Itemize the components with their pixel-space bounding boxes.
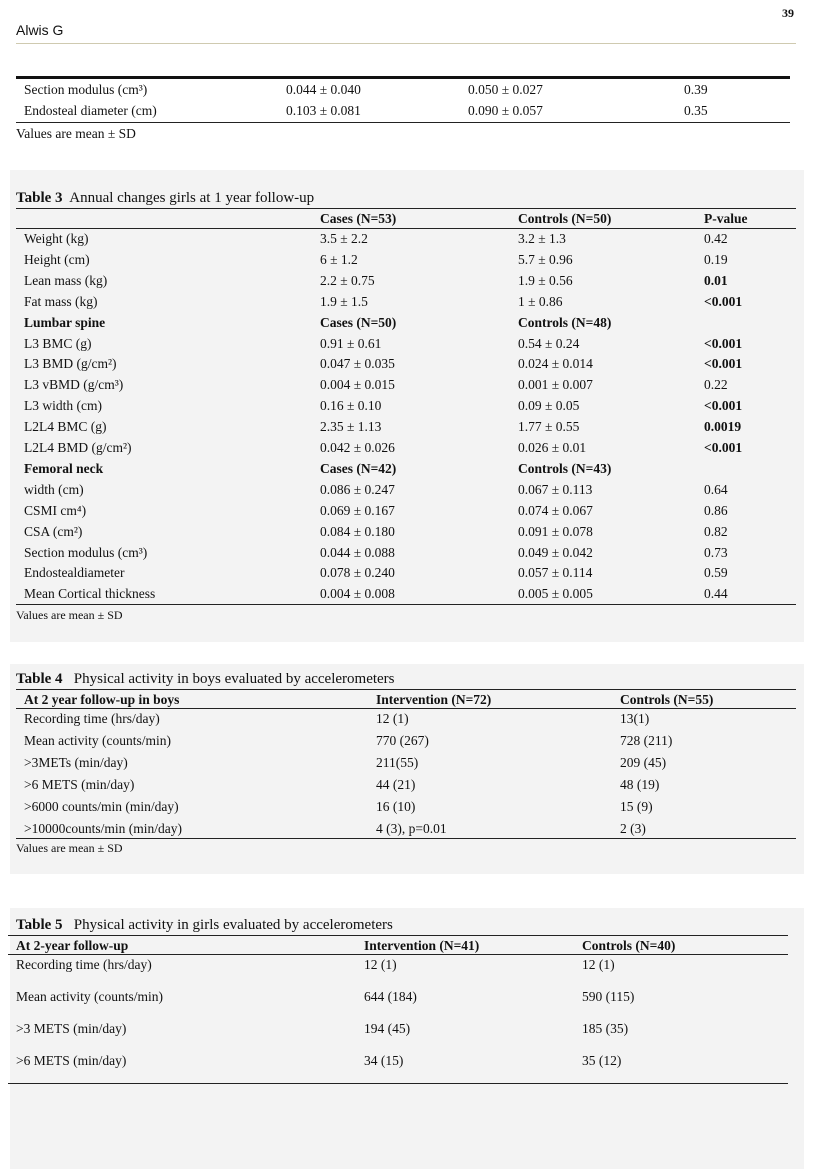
cases-value: 0.042 ± 0.026 <box>320 440 395 455</box>
p-value: 0.22 <box>704 377 728 393</box>
intervention-value: 12 (1) <box>364 957 397 972</box>
intervention-value: 211(55) <box>376 755 419 770</box>
controls-value: 15 (9) <box>620 799 653 814</box>
table-top-rule <box>16 208 796 209</box>
controls-value: 209 (45) <box>620 755 667 770</box>
table3-panel <box>10 170 804 642</box>
controls-value: 0.024 ± 0.014 <box>518 356 593 372</box>
p-value: 0.86 <box>704 502 728 518</box>
table-note: Values are mean ± SD <box>16 608 123 622</box>
controls-value: 728 (211) <box>620 733 673 748</box>
controls-value: 5.7 ± 0.96 <box>518 251 573 267</box>
controls-value: 0.091 ± 0.078 <box>518 523 593 539</box>
table-note: Values are mean ± SD <box>16 126 136 141</box>
controls-value: 2 (3) <box>620 821 646 836</box>
cases-value: 0.004 ± 0.008 <box>320 586 395 602</box>
intervention-value: 194 (45) <box>364 1021 411 1036</box>
controls-value: 3.2 ± 1.3 <box>518 231 566 246</box>
controls-value: Controls (N=48) <box>518 314 612 330</box>
controls-value: 1 ± 0.86 <box>518 293 563 309</box>
row-label: Height (cm) <box>24 251 90 267</box>
row-label: >3 METS (min/day) <box>16 1021 127 1036</box>
table-top-rule <box>8 935 788 936</box>
row-label: Recording time (hrs/day) <box>24 711 160 726</box>
row-label: Lumbar spine <box>24 314 106 330</box>
header-divider <box>16 43 796 44</box>
controls-value: 590 (115) <box>582 989 635 1004</box>
controls-value: Controls (N=43) <box>518 460 612 476</box>
row-label: Mean activity (counts/min) <box>16 989 163 1004</box>
cases-value: 0.086 ± 0.247 <box>320 481 395 497</box>
row-label: Mean Cortical thickness <box>24 586 156 602</box>
row-label: L3 width (cm) <box>24 398 102 414</box>
controls-value: 48 (19) <box>620 777 660 792</box>
intervention-value: 16 (10) <box>376 799 416 814</box>
cases-value: Cases (N=50) <box>320 314 397 330</box>
table-top-rule <box>16 689 796 690</box>
table-header-rule <box>16 228 796 229</box>
controls-value: 0.09 ± 0.05 <box>518 398 580 414</box>
row-label: L2L4 BMD (g/cm²) <box>24 440 132 455</box>
row-label: L2L4 BMC (g) <box>24 419 107 435</box>
cases-value: 2.2 ± 0.75 <box>320 272 375 288</box>
intervention-value: 12 (1) <box>376 711 409 726</box>
controls-value: 12 (1) <box>582 957 615 972</box>
page-number: 39 <box>782 6 794 20</box>
p-value: <0.001 <box>704 293 743 309</box>
intervention-value: 770 (267) <box>376 733 429 748</box>
p-value: 0.42 <box>704 231 728 246</box>
cases-value: 0.047 ± 0.035 <box>320 356 395 372</box>
row-label: width (cm) <box>24 481 84 497</box>
table-header-rule <box>16 708 796 709</box>
intervention-value: 44 (21) <box>376 777 416 792</box>
controls-value: 0.067 ± 0.113 <box>518 481 593 497</box>
table5-caption: Table 5 Physical activity in girls evaluated by accelerometers <box>16 917 393 933</box>
p-value: 0.44 <box>704 586 728 602</box>
intervention-value: 4 (3), p=0.01 <box>376 821 447 836</box>
table-bottom-rule <box>8 1083 788 1084</box>
cases-value: Cases (N=42) <box>320 460 397 476</box>
row-label: Fat mass (kg) <box>24 293 98 309</box>
row-label: L3 BMC (g) <box>24 335 92 351</box>
table-bottom-rule <box>16 604 796 605</box>
p-value: 0.73 <box>704 544 728 560</box>
row-label: CSA (cm²) <box>24 523 83 539</box>
row-label: >6 METS (min/day) <box>24 777 135 792</box>
row-label: >6 METS (min/day) <box>16 1053 127 1068</box>
cases-value: 0.16 ± 0.10 <box>320 398 382 414</box>
row-label: Section modulus (cm³) <box>24 544 148 560</box>
controls-value: 0.54 ± 0.24 <box>518 335 580 351</box>
p-value: <0.001 <box>704 335 743 351</box>
table4-caption: Table 4 Physical activity in boys evaluated by accelerometers <box>16 671 395 687</box>
p-value: 0.59 <box>704 565 728 581</box>
controls-value: 0.074 ± 0.067 <box>518 502 593 518</box>
table-header-rule <box>8 954 788 955</box>
p-value: <0.001 <box>704 440 743 455</box>
cases-value: 0.004 ± 0.015 <box>320 377 395 393</box>
cases-value: 1.9 ± 1.5 <box>320 293 368 309</box>
controls-value: 1.9 ± 0.56 <box>518 272 573 288</box>
table-bottom-rule <box>16 838 796 839</box>
row-label: Mean activity (counts/min) <box>24 733 171 748</box>
cases-value: 0.084 ± 0.180 <box>320 523 395 539</box>
row-label: L3 BMD (g/cm²) <box>24 356 117 372</box>
row-label: CSMI cm⁴) <box>24 502 87 518</box>
row-label: Lean mass (kg) <box>24 272 108 288</box>
controls-value: 0.001 ± 0.007 <box>518 377 593 393</box>
p-value: <0.001 <box>704 356 743 372</box>
controls-value: 0.005 ± 0.005 <box>518 586 593 602</box>
row-label: Femoral neck <box>24 460 104 476</box>
row-label: Endostealdiameter <box>24 565 125 581</box>
row-label: L3 vBMD (g/cm³) <box>24 377 124 393</box>
row-label: >3METs (min/day) <box>24 755 128 770</box>
cases-value: 0.91 ± 0.61 <box>320 335 382 351</box>
controls-value: 0.026 ± 0.01 <box>518 440 587 455</box>
p-value: 0.0019 <box>704 419 742 435</box>
controls-value: 0.049 ± 0.042 <box>518 544 593 560</box>
controls-value: 0.057 ± 0.114 <box>518 565 593 581</box>
cases-value: 6 ± 1.2 <box>320 251 358 267</box>
p-value: 0.82 <box>704 523 728 539</box>
intervention-value: 34 (15) <box>364 1053 404 1068</box>
table-top-rule <box>16 76 790 79</box>
table3-caption: Table 3 Annual changes girls at 1 year follow-up <box>16 190 315 206</box>
row-label: >10000counts/min (min/day) <box>24 821 182 836</box>
table-note: Values are mean ± SD <box>16 841 123 855</box>
p-value: 0.64 <box>704 481 728 497</box>
cases-value: 0.069 ± 0.167 <box>320 502 395 518</box>
cases-value: 2.35 ± 1.13 <box>320 419 382 435</box>
cases-value: 0.078 ± 0.240 <box>320 565 395 581</box>
p-value: 0.19 <box>704 251 728 267</box>
row-label: Recording time (hrs/day) <box>16 957 152 972</box>
controls-value: 13(1) <box>620 711 650 726</box>
p-value: <0.001 <box>704 398 743 414</box>
controls-value: 185 (35) <box>582 1021 629 1036</box>
row-label: >6000 counts/min (min/day) <box>24 799 179 814</box>
controls-value: 35 (12) <box>582 1053 622 1068</box>
controls-value: 1.77 ± 0.55 <box>518 419 580 435</box>
cases-value: 3.5 ± 2.2 <box>320 231 368 246</box>
intervention-value: 644 (184) <box>364 989 417 1004</box>
row-label: Weight (kg) <box>24 231 89 246</box>
p-value: 0.01 <box>704 272 728 288</box>
table-bottom-rule <box>16 122 790 123</box>
running-header-author: Alwis G <box>16 22 64 38</box>
cases-value: 0.044 ± 0.088 <box>320 544 395 560</box>
